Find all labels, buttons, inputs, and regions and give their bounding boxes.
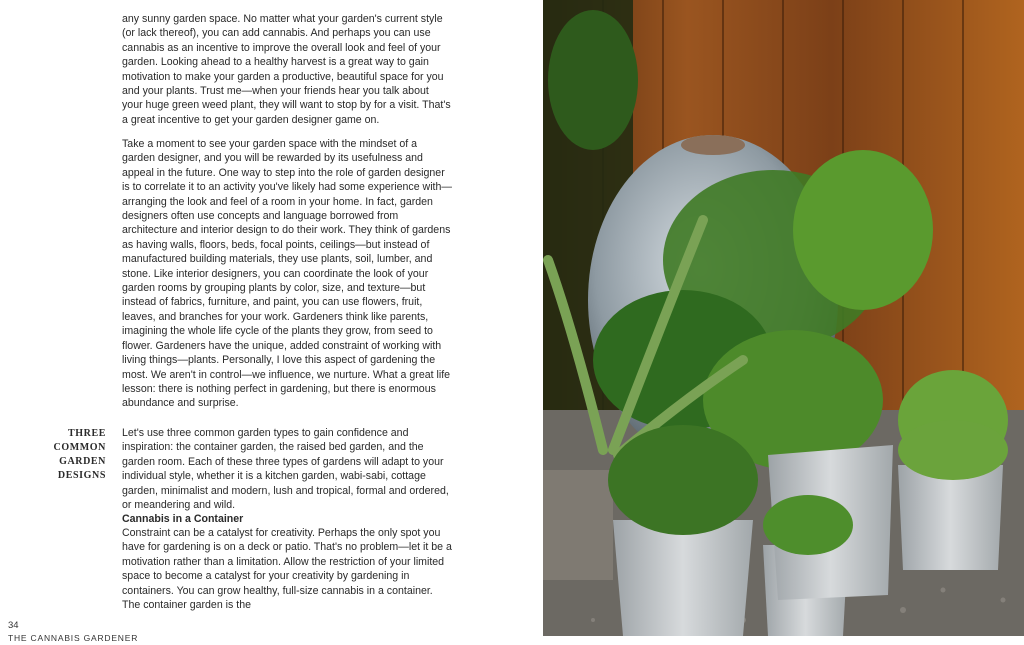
section-heading: THREE COMMON GARDEN DESIGNS: [53, 428, 106, 481]
paragraph: Constraint can be a catalyst for creativity. Perhaps the only spot you have for gardening is on a deck or patio. That's no problem—let it be a motivation rather than a limitation. Allow the restriction of your limited space to become a catalyst for your creativity by gardening in containers. You can grow healthy, full-size cannabis in a container. The container garden is the: [122, 527, 452, 612]
photo-margin: [543, 636, 1024, 645]
paragraph: Let's use three common garden types to gain confidence and inspiration: the container garden, the raised bed garden, and the garden room. Each of these three types of gardens will adapt to your individual style, whether it is a kitchen garden, wabi-sabi, cottage garden, minimalist and modern, lush and tropical, formal and ordered, or meandering and wild.: [122, 427, 449, 512]
fabric-pot: [613, 520, 753, 636]
fabric-pot: [898, 465, 1003, 570]
paragraph: Take a moment to see your garden space with the mindset of a garden designer, and you will be rewarded by its usefulness and appeal in the future. One way to step into the role of garden designer is to correlate it to an activity you've likely had some experience with—arranging the look and feel of a room in your home. In fact, garden designers often use concepts and language borrowed from architecture and interior design to do their work. They think of gardens as having walls, floors, beds, focal points, ceilings—but instead of manufactured building materials, they use plants, soil, lumber, and stone. Like interior designers, you can coordinate the look of your garden rooms by grouping plants by color, size, and texture—but instead of fabrics, furniture, and paint, you can use flowers, fruit, leaves, and branches for your work. Gardeners think like parents, imagining the whole life cycle of the plants they grow, from seed to flower. Gardeners have the unique, added constraint of working with living things—plants. Personally, I love this aspect of gardening the most. We aren't in control—we influence, we nurture. What a great life lesson: there is nothing perfect in gardening, but there is enormous abundance and surprise.: [122, 138, 452, 410]
subheading: Cannabis in a Container: [122, 513, 244, 525]
garden-photo: [543, 0, 1024, 636]
ribbed-planter: [543, 470, 613, 580]
paragraph: any sunny garden space. No matter what your garden's current style (or lack thereof), you can add cannabis. And perhaps you can use cannabis as an incentive to improve the overall look and feel of your garden. Looking ahead to a healthy harvest is a great way to gain motivation to make your garden a productive, beautiful space for you and your plants. Trust me—when your friends hear you talk about your huge green weed plant, they will want to stop by for a visit. That's a great incentive to get your garden designer game on.: [122, 13, 451, 126]
garden-photo-illustration: [543, 0, 1024, 636]
running-footer: THE CANNABIS GARDENER: [8, 633, 139, 643]
page-number: 34: [8, 620, 19, 631]
